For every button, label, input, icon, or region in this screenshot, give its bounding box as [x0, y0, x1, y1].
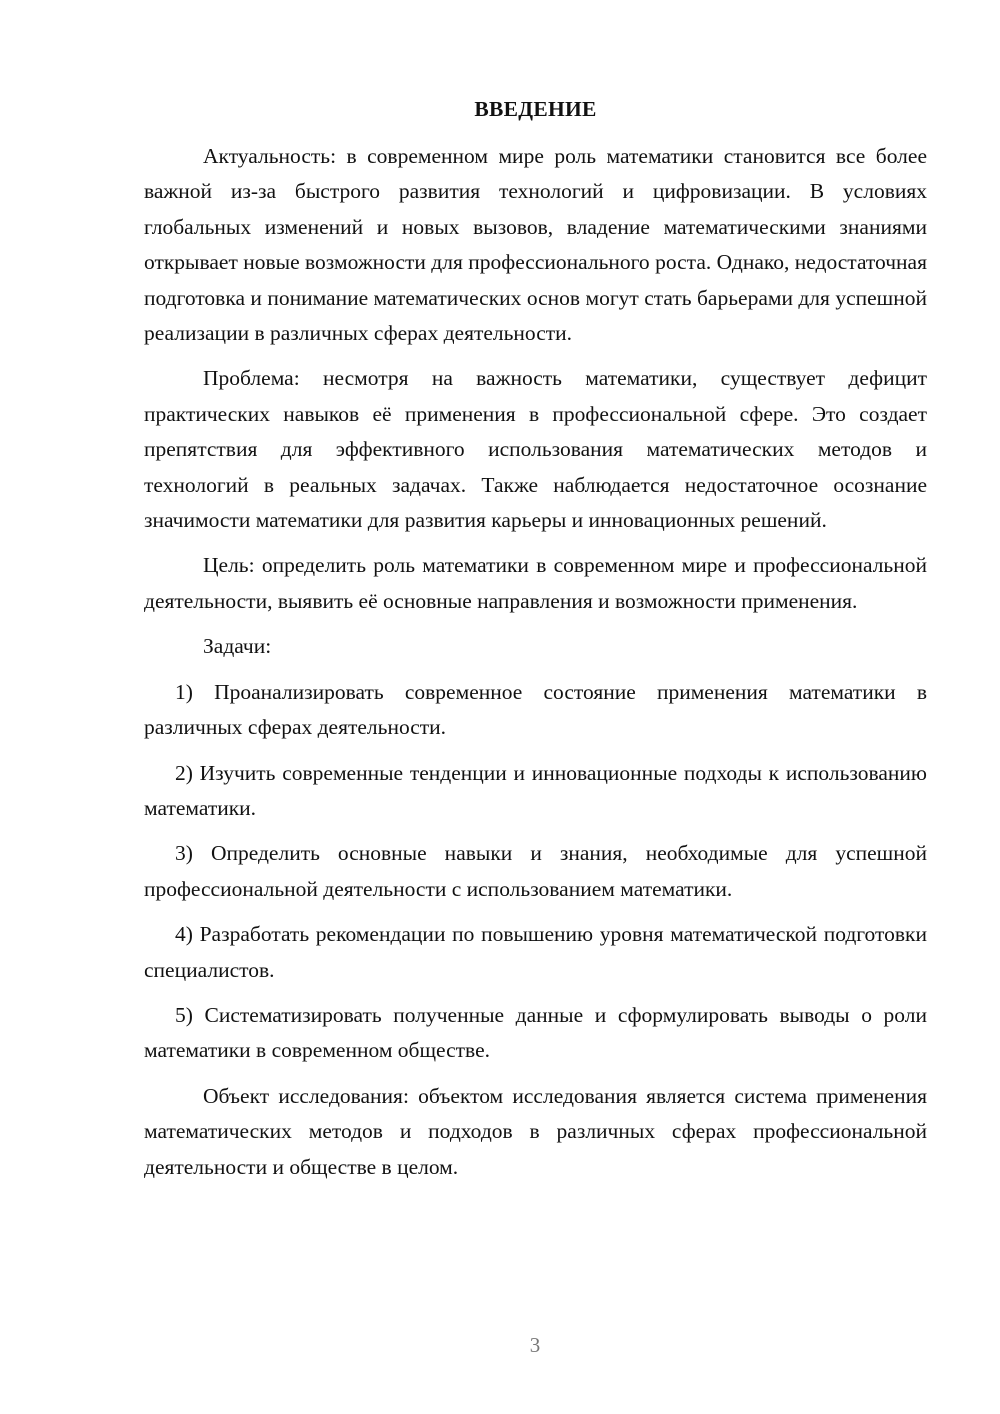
object-paragraph: Объект исследования: объектом исследования является система применения математических методов и подходов в различных сферах профессиональной деятельности и обществе в целом. — [144, 1083, 927, 1179]
goal-paragraph: Цель: определить роль математики в современном мире и профессиональной деятельности, выявить её основные направления и возможности применения. — [144, 553, 927, 613]
page-content — [144, 92, 927, 1185]
task-item: 2) Изучить современные тенденции и инновационные подходы к использованию математики. — [144, 760, 927, 820]
problem-paragraph: Проблема: несмотря на важность математики, существует дефицит практических навыков её применения в профессиональной сфере. Это создает препятствия для эффективного использования математических методов и технологий в реальных задачах. Также наблюдается недостаточное осознание значимости математики для развития карьеры и инновационных решений. — [144, 366, 927, 533]
page-number: 3 — [529, 1333, 541, 1357]
relevance-paragraph: Актуальность: в современном мире роль математики становится все более важной из-за быстрого развития технологий и цифровизации. В условиях глобальных изменений и новых вызовов, владение математическими знаниями открывает новые возможности для профессионального роста. Однако, недостаточная подготовка и понимание математических основ могут стать барьерами для успешной реализации в различных сферах деятельности. — [144, 144, 927, 346]
task-item: 1) Проанализировать современное состояние применения математики в различных сферах деятельности. — [144, 679, 927, 740]
tasks-heading: Задачи: — [203, 634, 272, 659]
task-item: 4) Разработать рекомендации по повышению уровня математической подготовки специалистов. — [144, 922, 927, 982]
section-title: ВВЕДЕНИЕ — [474, 97, 597, 121]
tasks-list — [144, 675, 927, 1069]
task-item: 3) Определить основные навыки и знания, необходимые для успешной профессиональной деятельности с использованием математики. — [144, 841, 927, 901]
task-item: 5) Систематизировать полученные данные и сформулировать выводы о роли математики в современном обществе. — [144, 1002, 927, 1063]
